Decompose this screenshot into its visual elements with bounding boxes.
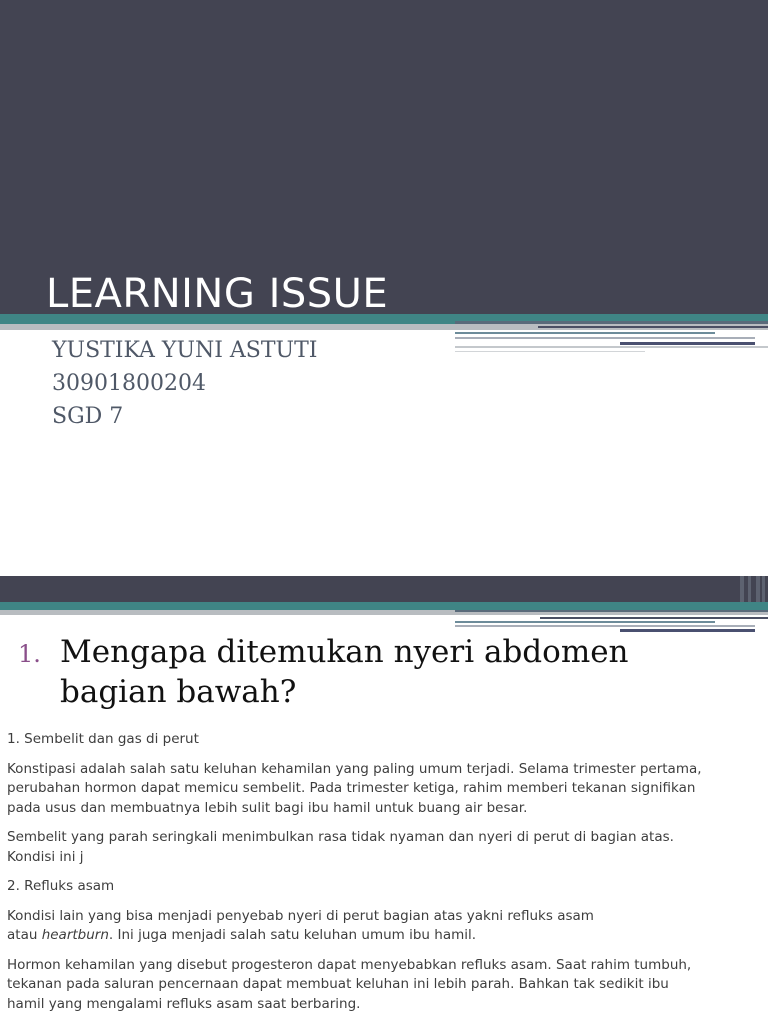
paragraph-4 xyxy=(7,956,759,1015)
paragraph-3-line-1: Kondisi lain yang bisa menjadi penyebab nyeri di perut bagian atas yakni refluks asam xyxy=(7,907,594,924)
presenter-info xyxy=(52,334,317,433)
paragraph-2-line-1: Sembelit yang parah seringkali menimbulkan rasa tidak nyaman dan nyeri di perut di bagian atas. xyxy=(7,829,674,845)
paragraph-4-line-2: tekanan pada saluran pencernaan dapat membuat keluhan ini lebih parah. Bahkan tak sedikit ibu xyxy=(7,976,669,992)
question-line-1: Mengapa ditemukan nyeri abdomen xyxy=(60,634,629,670)
paragraph-1-line-2: perubahan hormon dapat memicu sembelit. Pada trimester ketiga, rahim memberi tekanan signifikan xyxy=(7,780,696,796)
paragraph-3-line-2b: . Ini juga menjadi salah satu keluhan umum ibu hamil. xyxy=(108,927,477,943)
heartburn-term: heartburn xyxy=(41,927,109,943)
paragraph-2-line-2: Kondisi ini j xyxy=(7,848,84,865)
question-text xyxy=(60,632,629,712)
item-title-2: 2. Refluks asam xyxy=(7,878,115,894)
slide-title: LEARNING ISSUE xyxy=(46,271,389,317)
paragraph-4-line-3: hamil yang mengalami refluks asam saat berbaring. xyxy=(7,995,361,1012)
paragraph-1 xyxy=(7,760,759,819)
paragraph-2 xyxy=(7,828,759,867)
content-slide xyxy=(0,576,768,1024)
question-number: 1. xyxy=(18,640,41,668)
presenter-name: YUSTIKA YUNI ASTUTI xyxy=(52,338,318,363)
answer-body xyxy=(7,730,759,1024)
question-heading xyxy=(18,632,758,712)
student-id: 30901800204 xyxy=(52,371,206,396)
paragraph-3-line-2a: atau xyxy=(7,927,42,943)
paragraph-4-line-1: Hormon kehamilan yang disebut progesteron dapat menyebabkan refluks asam. Saat rahim tumbuh, xyxy=(7,956,692,973)
paragraph-3 xyxy=(7,907,759,946)
paragraph-1-line-3: pada usus dan membuatnya lebih sulit bagi ibu hamil untuk buang air besar. xyxy=(7,799,528,816)
item-title-1: 1. Sembelit dan gas di perut xyxy=(7,731,199,747)
paragraph-1-line-1: Konstipasi adalah salah satu keluhan kehamilan yang paling umum terjadi. Selama trimester pertama, xyxy=(7,760,702,777)
group-label: SGD 7 xyxy=(52,404,124,429)
question-line-2: bagian bawah? xyxy=(60,674,297,710)
